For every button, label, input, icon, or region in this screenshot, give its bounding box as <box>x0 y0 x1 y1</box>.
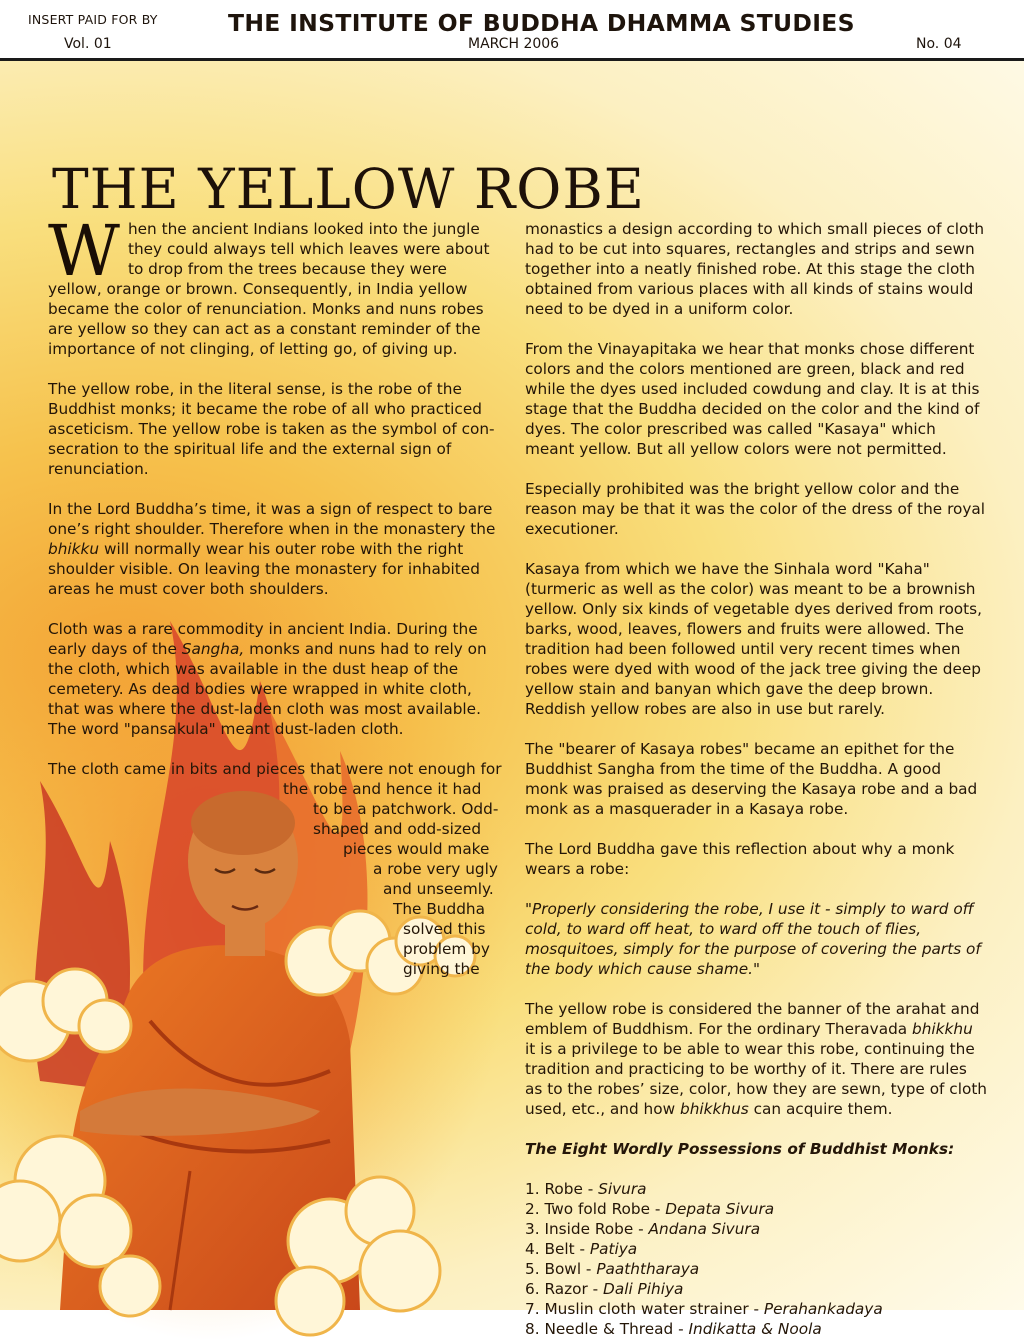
patchwork-line: giving the <box>403 960 480 978</box>
patchwork-line: The Buddha <box>393 900 485 918</box>
possession-label: 4. Belt - <box>525 1240 590 1258</box>
issue-number: No. 04 <box>916 36 962 52</box>
possession-item <box>525 1199 987 1219</box>
possession-item <box>525 1319 987 1339</box>
right-column <box>525 219 987 1339</box>
possession-label: 2. Two fold Robe - <box>525 1200 666 1218</box>
patchwork-line: and unseemly. <box>383 880 494 898</box>
patchwork-line: to be a patchwork. Odd- <box>313 800 499 818</box>
possession-item <box>525 1259 987 1279</box>
possession-item <box>525 1299 987 1319</box>
possession-pali-name: Indikatta & Noola <box>688 1320 822 1338</box>
paragraph-monastics-design: monastics a design according to which small pieces of cloth had to be cut into squares, rectangles and strips and sewn together into a neatly finished robe. At this stage the cloth obtained from various places with all kinds of stains would need to be dyed in a uniform color. <box>525 220 985 318</box>
masthead <box>0 0 1024 62</box>
paragraph-right-shoulder: In the Lord Buddha’s time, it was a sign of respect to bare one’s right shoulder. Therefore when in the monastery the bhikku will normally wear his outer robe with the right shoulder visible. On leaving the monastery for inhabited areas he must cover both shoulders. <box>48 500 496 598</box>
paragraph-vinayapitaka: From the Vinayapitaka we hear that monks chose different colors and the colors mentioned are green, black and red while the dyes used included cowdung and clay. It is at this stage that the Buddha decided on the color and the kind of dyes. The color prescribed was called "Kasaya" which meant yellow. But all yellow colors were not permitted. <box>525 340 980 458</box>
patchwork-line: The cloth came in bits and pieces that were not enough for <box>48 760 502 778</box>
possessions-heading: The Eight Wordly Possessions of Buddhist Monks: <box>525 1140 955 1158</box>
patchwork-line: a robe very ugly <box>373 860 498 878</box>
possession-label: 1. Robe - <box>525 1180 599 1198</box>
insert-label: INSERT PAID FOR BY <box>28 12 158 27</box>
patchwork-line: pieces would make <box>343 840 490 858</box>
drop-cap: W <box>48 210 120 292</box>
left-column <box>48 210 502 979</box>
patchwork-line: shaped and odd-sized <box>313 820 482 838</box>
paragraph-reflection-intro: The Lord Buddha gave this reflection about why a monk wears a robe: <box>525 840 955 878</box>
patchwork-line: the robe and hence it had <box>283 780 482 798</box>
paragraph-literal-sense: The yellow robe, in the literal sense, is the robe of the Buddhist monks; it became the robe of all who practiced asceticism. The yellow robe is taken as the symbol of con-secration to the spiritual life and the external sign of renunciation. <box>48 380 495 478</box>
reflection-quote: "Properly considering the robe, I use it - simply to ward off cold, to ward off heat, to ward off the touch of flies, mosquitoes, simply for the purpose of covering the parts of the body which cause shame." <box>525 900 981 978</box>
article-title: THE YELLOW ROBE <box>52 157 645 221</box>
issue-date: MARCH 2006 <box>468 36 560 52</box>
article-poster <box>0 61 1024 1338</box>
possession-label: 3. Inside Robe - <box>525 1220 649 1238</box>
possession-item <box>525 1279 987 1299</box>
possession-pali-name: Andana Sivura <box>648 1220 761 1238</box>
possession-label: 7. Muslin cloth water strainer - <box>525 1300 764 1318</box>
possessions-list <box>525 1179 987 1339</box>
possession-label: 6. Razor - <box>525 1280 604 1298</box>
paragraph-prohibited-color: Especially prohibited was the bright yellow color and the reason may be that it was the color of the dress of the royal executioner. <box>525 480 986 538</box>
possession-pali-name: Paaththaraya <box>596 1260 700 1278</box>
intro-paragraph: When the ancient Indians looked into the jungle they could always tell which leaves were about to drop from the trees because they were yellow, orange or brown. Consequently, in India yellow became the color of renunciation. Monks and nuns robes are yellow so they can act as a constant reminder of the importance of not clinging, of letting go, of giving up. <box>48 210 490 358</box>
paragraph-kasaya-dyes: Kasaya from which we have the Sinhala word "Kaha" (turmeric as well as the color) was meant to be a brownish yellow. Only six kinds of vegetable dyes derived from roots, barks, wood, leaves, flowers and fruits were allowed. The tradition had been followed until very recent times when robes were dyed with wood of the jack tree giving the deep yellow stain and banyan which gave the deep brown. Reddish yellow robes are also in use but rarely. <box>525 560 982 718</box>
possession-pali-name: Perahankadaya <box>763 1300 883 1318</box>
patchwork-line: problem by <box>403 940 490 958</box>
possession-item <box>525 1179 987 1199</box>
paragraph-rare-commodity: Cloth was a rare commodity in ancient India. During the early days of the Sangha, monks and nuns had to rely on the cloth, which was available in the dust heap of the cemetery. As dead bodies were wrapped in white cloth, that was where the dust-laden cloth was most available. The word "pansakula" meant dust-laden cloth. <box>48 620 487 738</box>
paragraph-banner-of-arahat: The yellow robe is considered the banner of the arahat and emblem of Buddhism. For the ordinary Theravada bhikkhu it is a privilege to be able to wear this robe, continuing the tradition and practicing to be worthy of it. There are rules as to the robes’ size, color, how they are sewn, type of cloth used, etc., and how bhikkhus can acquire them. <box>525 1000 988 1118</box>
possession-label: 5. Bowl - <box>525 1260 597 1278</box>
paragraph-patchwork <box>48 759 500 979</box>
organization-name: THE INSTITUTE OF BUDDHA DHAMMA STUDIES <box>228 9 855 37</box>
possession-item <box>525 1219 987 1239</box>
possession-pali-name: Dali Pihiya <box>603 1280 684 1298</box>
volume-number: Vol. 01 <box>64 36 112 52</box>
paragraph-bearer-of-kasaya: The "bearer of Kasaya robes" became an epithet for the Buddhist Sangha from the time of the Buddha. A good monk was praised as deserving the Kasaya robe and a bad monk as a masquerader in a Kasaya robe. <box>525 740 978 818</box>
possession-item <box>525 1239 987 1259</box>
patchwork-line: solved this <box>403 920 486 938</box>
possession-pali-name: Depata Sivura <box>665 1200 775 1218</box>
possession-pali-name: Patiya <box>589 1240 638 1258</box>
possession-pali-name: Sivura <box>598 1180 647 1198</box>
possession-label: 8. Needle & Thread - <box>525 1320 689 1338</box>
